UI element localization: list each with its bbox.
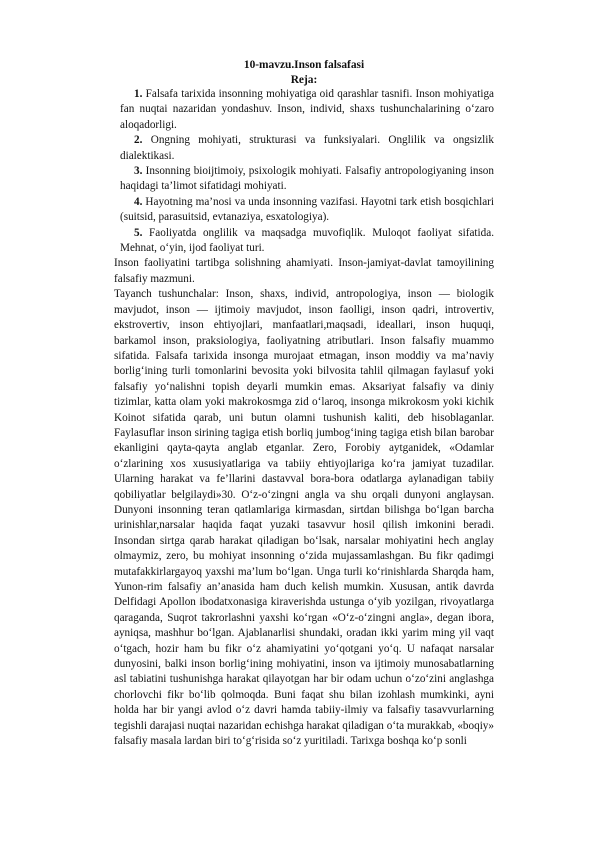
plan-item-text: Faoliyatda onglilik va maqsadga muvofiqlik. Muloqot faoliyat sifatida. Mehnat, o‘yin, ijod faoliyat turi. (120, 226, 494, 255)
plan-item-number: 4. (134, 195, 143, 208)
document-body (114, 58, 494, 749)
plan-item-text: Hayotning ma’nosi va unda insonning vazifasi. Hayotni tark etish bosqichlari (suitsid, parasuitsid, evtanaziya, esxatologiya). (120, 195, 494, 224)
plan-item-number: 5. (134, 226, 143, 239)
document-title: 10-mavzu.Inson falsafasi (243, 59, 365, 71)
plan-heading: Reja: (290, 73, 318, 86)
plan-item (114, 164, 494, 195)
plan-item-number: 1. (134, 88, 143, 100)
plan-list (114, 87, 494, 256)
plan-item (114, 87, 494, 133)
plan-item (114, 226, 494, 257)
plan-item-text: Insonning bioijtimoiy, psixologik mohiyati. Falsafiy antropologiyaning inson haqidagi ta’limot sifatidagi mohiyati. (120, 165, 494, 193)
body-paragraph: Tayanch tushunchalar: Inson, shaxs, individ, antropologiya, inson — biologik mavjudot, inson — ijtimoiy mavjudot, inson faolligi, inson qadri, introvertiv, ekstrovertiv, inson ehtiyojlari, manfaatlari,maqsadi, ideallari, inson huquqi, barkamol inson, praksiologiya, faoliyatning atributlari. Inson falsafiy muammo sifatida. Falsafa tarixida insonga murojaat etmagan, inson moddiy va ma’naviy borlig‘ining turli tomonlarini bevosita yoki bilvosita tahlil qilmagan faylasuf yoki falsafiy yo‘nalishni topish deyarli mumkin emas. Aksariyat falsafiy va diniy tizimlar, katta olam yoki makrokosmga zid o‘laroq, insonga mikrokosm yoki kichik Koinot sifatida qarab, uni butun olamni tushunish kaliti, deb hisoblaganlar. Faylasuflar inson sirining tagiga etish borliq jumbog‘ining tagiga etish bilan barobar ekanligini qayta-qayta anglab etganlar. Zero, Forobiy aytganidek, «Odamlar o‘zlarining xos xususiyatlariga va tabiiy ehtiyojlariga ko‘ra jamiyat tuzadilar. Ularning harakat va fe’llarini dastavval bora-bora odatlarga aylanadigan tabiiy qobiliyatlar belgilaydi»30. O‘z-o‘zingni angla va shu orqali dunyoni anglaysan. Dunyoni insonning teran qatlamlariga kirmasdan, sirtdan bilishga bo‘lgan barcha urinishlar,narsalar haqida faqat yuzaki tasavvur hosil qilish imkonini beradi. Insondan sirtga qarab harakat qiladigan bo‘lsak, narsalar mohiyatini hech anglay olmaymiz, zero, bu mohiyat insonning o‘zida mujassamlashgan. Bu fikr qadimgi mutafakkirlargayoq yaxshi ma’lum bo‘lgan. Unga turli ko‘rinishlarda Sharqda ham, Yunon-rim falsafiy an’anasida ham duch kelish mumkin. Xususan, antik davrda Delfidagi Apollon ibodatxonasiga kiraverishda ustunga o‘yib yozilgan, rivoyatlarga qaraganda, Suqrot takrorlashni yaxshi ko‘rgan «O‘z-o‘zingni angla», degan ibora, ayniqsa, mashhur bo‘lgan. Ajablanarlisi shundaki, oradan ikki yarim ming yil vaqt o‘tgach, hozir ham bu fikr o‘z ahamiyatini yo‘qotgani yo‘q. U nafaqat narsalar dunyosini, balki inson borlig‘ining mohiyatini, inson va ijtimoiy munosabatlarning asl tabiatini tushunishga harakat qilayotgan har bir odam uchun o‘zo‘zini anglashga chorlovchi fikr bo‘lib qolmoqda. Buni faqat shu bilan izohlash mumkinki, ayni holda har bir yangi avlod o‘z davri hamda tabiiy-ilmiy va falsafiy tasavvurlarning tegishli darajasi nuqtai nazaridan echishga harakat qiladigan o‘ta murakkab, «boqiy» falsafiy masala lardan biri to‘g‘risida so‘z yuritiladi. Tarixga boshqa ko‘p sonli (114, 288, 494, 748)
plan-item (114, 133, 494, 164)
plan-item-text: Falsafa tarixida insonning mohiyatiga oid qarashlar tasnifi. Inson mohiyatiga fan nuqtai nazaridan yondashuv. Inson, individ, shaxs tushunchalarining o‘zaro aloqadorligi. (120, 88, 494, 131)
plan-item-text: Ongning mohiyati, strukturasi va funksiyalari. Onglilik va ongsizlik dialektikasi. (120, 134, 494, 162)
plan-item (114, 195, 494, 226)
plan-item-number: 2. (134, 134, 143, 147)
body-paragraph: Inson faoliyatini tartibga solishning ahamiyati. Inson-jamiyat-davlat tamoyilining falsafiy mazmuni. (114, 257, 494, 285)
plan-item-number: 3. (134, 165, 143, 178)
